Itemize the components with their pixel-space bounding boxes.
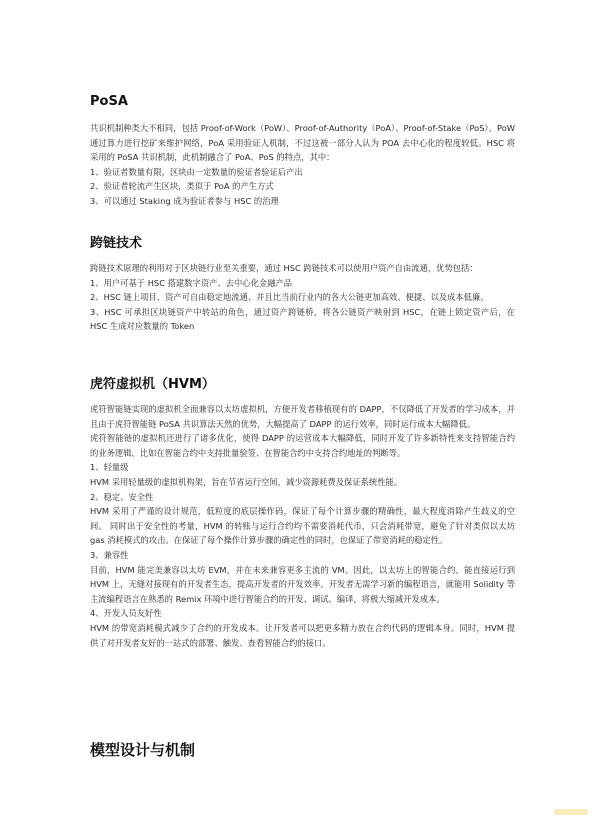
paragraph: 虎符智能链的虚拟机还进行了诸多优化，使得 DAPP 的运营成本大幅降低，同时开发了许多新特性来支持智能合约的业务逻辑，比如在智能合约中支持批量验签、在智能合约中支持合约地址的判断等。 (90, 433, 515, 458)
paragraph: 虎符智能链实现的虚拟机全面兼容以太坊虚拟机，方便开发者移植现有的 DAPP，不仅降低了开发者的学习成本，并且由于虎符智能链 PoSA 共识算法天然的优势，大幅提高了 DAPP 的运行效率，同时运行成本大幅降低。 (90, 404, 515, 429)
list-item: 2、HSC 链上项目、资产可自由稳定地流通、并且比当前行业内的各大公链更加高效、便捷、以及成本低廉。 (90, 292, 489, 303)
section-title-cross-chain: 跨链技术 (90, 236, 143, 251)
paragraph: HVM 采用轻量级的虚拟机构架，旨在节省运行空间，减少资源耗费及保证系统性能。 (90, 476, 403, 487)
section-body-cross-chain (90, 261, 515, 334)
section-body-hvm (90, 402, 515, 650)
list-item: 3、HSC 可承担区块链资产中转站的角色，通过资产跨链桥，将各公链资产映射到 HSC，在链上锁定资产后，在 HSC 生成对应数量的 Token (90, 306, 515, 332)
paragraph: 目前，HVM 能完美兼容以太坊 EVM，并在未来兼容更多主流的 VM。因此，以太坊上的智能合约，能直接运行到 HVM 上，无缝对接现有的开发者生态，提高开发者的开发效率。开发者无需学习新的编程语言，就能用 Solidity 等主流编程语言在熟悉的 Remix 环境中进行智能合约的开发、调试、编译，将极大缩减开发成本。 (90, 564, 515, 604)
list-item: 1、用户可基于 HSC 搭建数字资产、去中心化金融产品 (90, 277, 293, 288)
list-item: 1、验证者数量有限，区块由一定数量的验证者验证后产出 (90, 166, 303, 177)
list-item: 2、稳定、安全性 (90, 491, 154, 502)
corner-mark (554, 809, 588, 815)
section-title-model-design: 模型设计与机制 (90, 741, 196, 759)
paragraph: 共识机制种类大不相同，包括 Proof-of-Work（PoW）、Proof-of-Authority（PoA）、Proof-of-Stake（PoS）。PoW 通过算力进行挖矿来维护网络，PoA 采用验证人机制，不过这被一部分人认为 POA 去中心化的程度较低。HSC 将采用的 PoSA 共识机制，此机制融合了 PoA、PoS 的特点，其中： (90, 123, 515, 163)
paragraph: 跨链技术原理的利用对于区块链行业至关重要，通过 HSC 跨链技术可以使用户资产自由流通，优势包括： (90, 263, 478, 273)
list-item: 1、轻量级 (90, 462, 129, 473)
list-item: 3、可以通过 Staking 成为验证者参与 HSC 的治理 (90, 195, 279, 206)
paragraph: HVM 的带宽消耗模式减少了合约的开发成本。让开发者可以把更多精力放在合约代码的逻辑本身。同时，HVM 提供了对开发者友好的一站式的部署、触发、查看智能合约的接口。 (90, 622, 515, 648)
section-title-hvm: 虎符虚拟机（HVM） (90, 377, 215, 392)
section-title-posa: PoSA (90, 94, 128, 109)
list-item: 4、开发人员友好性 (90, 608, 162, 619)
list-item: 3、兼容性 (90, 549, 129, 560)
list-item: 2、验证者轮流产生区块，类似于 PoA 的产生方式 (90, 181, 274, 192)
section-body-posa (90, 121, 515, 209)
paragraph: HVM 采用了严谨的设计规范，低粒度的底层操作码，保证了每个计算步骤的精确性，最大程度消除产生歧义的空间。 同时出于安全性的考量，HVM 的转账与运行合约均不需要消耗代币，只会消耗带宽，避免了针对类似以太坊 gas 消耗模式的攻击。在保证了每个操作计算步骤的确定性的同时，也保证了带宽消耗的稳定性。 (90, 506, 515, 546)
